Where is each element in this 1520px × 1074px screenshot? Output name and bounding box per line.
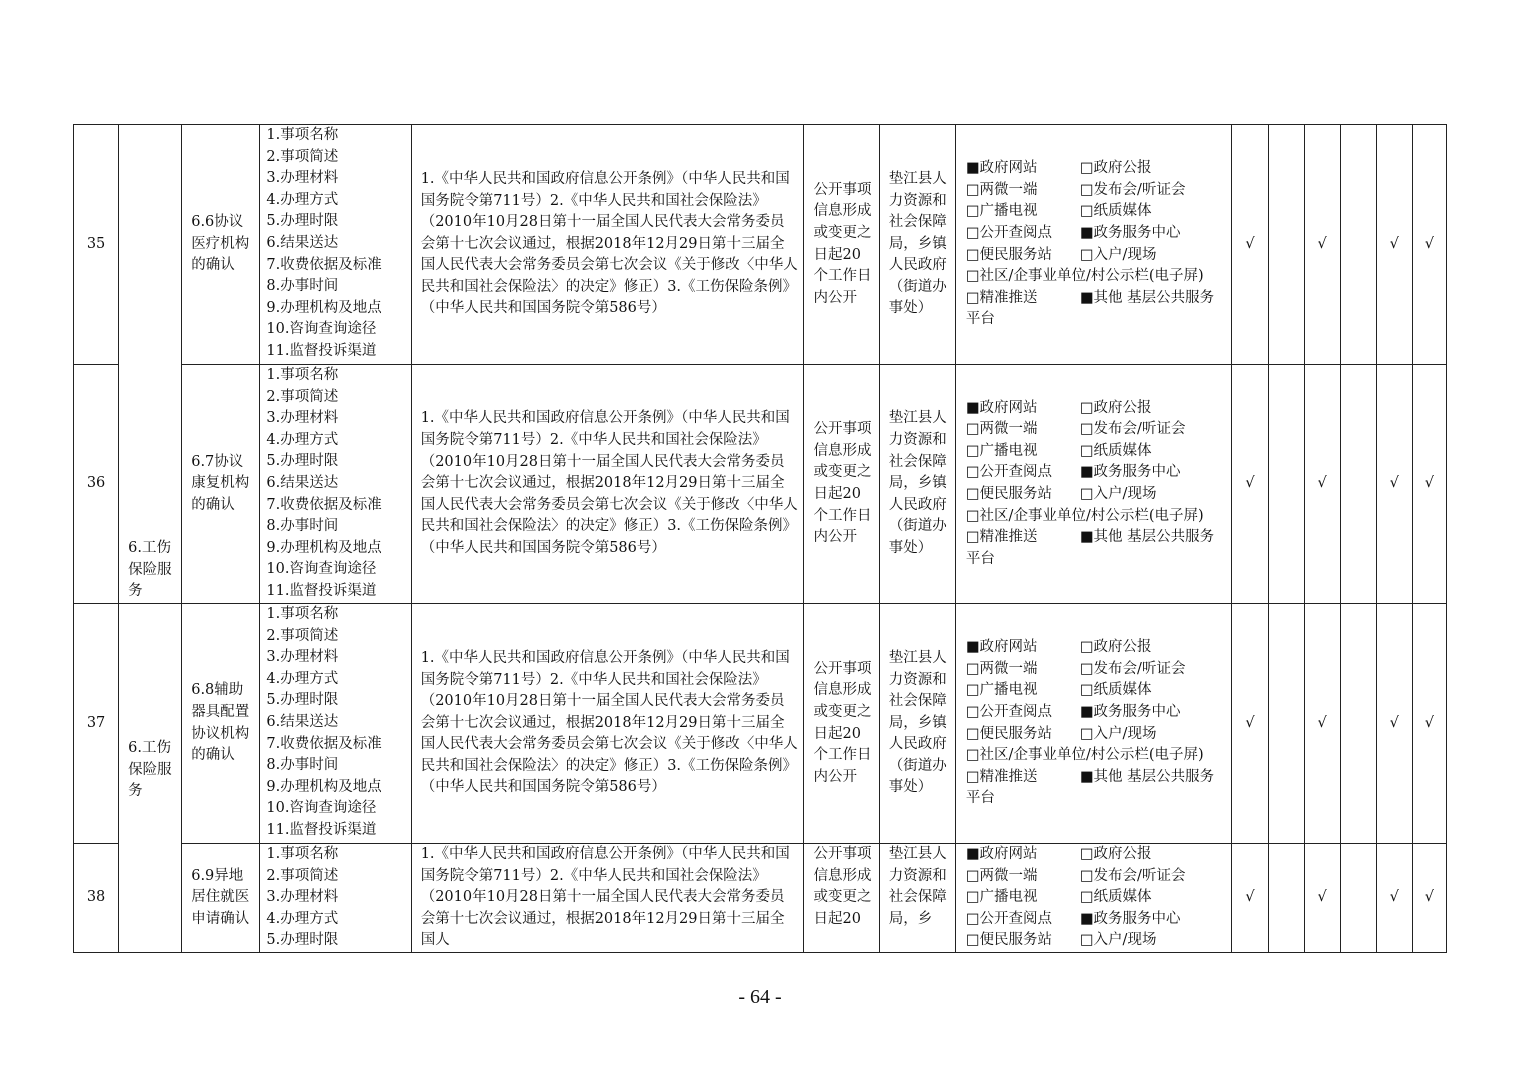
content-item: 3.办理材料 [266,410,339,427]
content-item: 4.办理方式 [266,191,339,208]
table-row [74,365,1447,604]
channel-option: □两微一端 [965,660,1038,677]
channel-option: ■政务服务中心 [1079,464,1181,481]
channel-option: ■政府网站 [965,846,1038,862]
content-item: 1.事项名称 [266,846,339,862]
channel-option: □入户/现场 [1079,725,1157,742]
check-mark [1340,604,1376,844]
content-item: 10.咨询查询途径 [266,800,377,817]
channel-option: ■政务服务中心 [1079,224,1181,241]
disclosure-time: 公开事项信息形成或变更之日起20个工作日内公开 [803,365,879,604]
check-mark: √ [1376,844,1412,953]
channel-option: □发布会/听证会 [1079,421,1186,438]
content-list [260,365,411,604]
channel-option: □广播电视 [965,889,1038,906]
check-mark: √ [1376,125,1412,365]
content-item: 1.事项名称 [266,367,339,383]
channel-option: □便民服务站 [965,932,1053,949]
channel-option: □纸质媒体 [1079,682,1152,699]
check-mark: √ [1232,844,1268,953]
item-number: 38 [74,844,119,953]
content-item: 7.收费依据及标准 [266,496,382,513]
channel-option: □入户/现场 [1079,486,1157,502]
content-item: 10.咨询查询途径 [266,561,377,578]
category-cell [119,125,182,604]
table-row [74,844,1447,953]
channel-option: □便民服务站 [965,725,1053,742]
channel-option: □社区/企事业单位/村公示栏(电子屏) [965,747,1204,764]
check-mark [1340,844,1376,953]
category-cell [119,604,182,953]
check-mark [1268,844,1304,953]
content-item: 3.办理材料 [266,889,339,906]
content-item: 6.结果送达 [266,474,339,491]
channel-option: □政府公报 [1079,639,1152,656]
content-item: 11.监督投诉渠道 [266,582,377,599]
item-number: 35 [74,125,119,365]
check-mark: √ [1412,125,1446,365]
content-item: 8.办事时间 [266,278,339,295]
channel-option: □社区/企事业单位/村公示栏(电子屏) [965,268,1204,285]
check-mark [1340,365,1376,604]
content-item: 2.事项简述 [266,148,339,165]
category-label: 6.工伤保险服务 [128,540,172,600]
check-mark: √ [1304,125,1340,365]
content-item: 9.办理机构及地点 [266,299,382,316]
channel-option: □纸质媒体 [1079,442,1152,459]
basis-text: 1.《中华人民共和国政府信息公开条例》（中华人民共和国国务院令第711号）2.《中华人民共和国社会保险法》（2010年10月28日第十一届全国人民代表大会常务委员会第十七次会议通过，根据2018年12月29日第十三届全国人民代表大会常务委员会第七次会议《关于修改〈中华人民共和国社会保险法〉的决定》修正）3.《工伤保险条例》（中华人民共和国国务院令第586号） [411,365,803,604]
channel-option: ■其他 基层公共服务平台 [965,529,1215,567]
content-item: 9.办理机构及地点 [266,539,382,556]
check-mark: √ [1376,365,1412,604]
content-item: 8.办事时间 [266,518,339,535]
channel-option: □社区/企事业单位/村公示栏(电子屏) [965,507,1204,524]
channel-option: □精准推送 [965,289,1038,306]
channel-option: □政府公报 [1079,846,1152,862]
basis-text: 1.《中华人民共和国政府信息公开条例》（中华人民共和国国务院令第711号）2.《中华人民共和国社会保险法》（2010年10月28日第十一届全国人民代表大会常务委员会第十七次会议通过，根据2018年12月29日第十三届全国人民代表大会常务委员会第七次会议《关于修改〈中华人民共和国社会保险法〉的决定》修正）3.《工伤保险条例》（中华人民共和国国务院令第586号） [411,125,803,365]
channel-option: ■政府网站 [965,399,1038,416]
disclosure-channels [955,365,1232,604]
disclosure-channels [955,125,1232,365]
content-item: 3.办理材料 [266,649,339,666]
channel-option: □便民服务站 [965,246,1053,263]
content-item: 6.结果送达 [266,234,339,251]
content-item: 4.办理方式 [266,670,339,687]
check-mark: √ [1412,844,1446,953]
channel-option: □发布会/听证会 [1079,867,1186,884]
content-item: 5.办理时限 [266,213,339,230]
channel-option: □发布会/听证会 [1079,181,1186,198]
channel-option: □入户/现场 [1079,246,1157,263]
check-mark [1340,125,1376,365]
content-item: 10.咨询查询途径 [266,321,377,338]
channel-option: □便民服务站 [965,486,1053,502]
channel-option: □两微一端 [965,421,1038,438]
category-label: 6.工伤保险服务 [128,740,172,800]
channel-option: ■政务服务中心 [1079,910,1181,927]
channel-option: □广播电视 [965,203,1038,220]
disclosure-time: 公开事项信息形成或变更之日起20个工作日内公开 [803,125,879,365]
content-item: 2.事项简述 [266,627,339,644]
item-name: 6.9异地居住就医申请确认 [182,844,260,953]
disclosure-subject: 垫江县人力资源和社会保障局，乡镇人民政府（街道办事处） [879,365,955,604]
channel-option: □公开查阅点 [965,910,1053,927]
channel-option: □广播电视 [965,682,1038,699]
channel-option: □公开查阅点 [965,464,1053,481]
content-list [260,125,411,365]
table-row [74,125,1447,365]
content-item: 7.收费依据及标准 [266,735,382,752]
channel-option: □政府公报 [1079,160,1152,177]
content-item: 11.监督投诉渠道 [266,342,377,359]
content-item: 1.事项名称 [266,606,339,622]
disclosure-time: 公开事项信息形成或变更之日起20 [803,844,879,953]
content-item: 5.办理时限 [266,453,339,470]
check-mark: √ [1232,125,1268,365]
disclosure-subject: 垫江县人力资源和社会保障局，乡 [879,844,955,953]
channel-option: ■其他 基层公共服务平台 [965,289,1215,328]
content-item: 11.监督投诉渠道 [266,821,377,838]
content-item: 6.结果送达 [266,713,339,730]
page-number: - 64 - [738,986,782,1008]
item-number: 37 [74,604,119,844]
content-item: 5.办理时限 [266,692,339,709]
channel-option: □两微一端 [965,867,1038,884]
channel-option: □政府公报 [1079,399,1152,416]
channel-option: □入户/现场 [1079,932,1157,949]
channel-option: □精准推送 [965,529,1038,546]
content-item: 5.办理时限 [266,932,339,949]
disclosure-subject: 垫江县人力资源和社会保障局，乡镇人民政府（街道办事处） [879,604,955,844]
disclosure-channels [955,604,1232,844]
content-item: 4.办理方式 [266,910,339,927]
check-mark: √ [1232,365,1268,604]
channel-option: □纸质媒体 [1079,203,1152,220]
channel-option: ■政务服务中心 [1079,703,1181,720]
check-mark: √ [1412,365,1446,604]
content-item: 4.办理方式 [266,431,339,448]
basis-text: 1.《中华人民共和国政府信息公开条例》（中华人民共和国国务院令第711号）2.《中华人民共和国社会保险法》（2010年10月28日第十一届全国人民代表大会常务委员会第十七次会议通过，根据2018年12月29日第十三届全国人民代表大会常务委员会第七次会议《关于修改〈中华人民共和国社会保险法〉的决定》修正）3.《工伤保险条例》（中华人民共和国国务院令第586号） [411,604,803,844]
public-affairs-table [73,124,1447,953]
channel-option: ■其他 基层公共服务平台 [965,768,1215,807]
check-mark: √ [1232,604,1268,844]
item-name: 6.6协议医疗机构的确认 [182,125,260,365]
content-list [260,844,411,953]
content-item: 8.办事时间 [266,757,339,774]
channel-option: □公开查阅点 [965,224,1053,241]
disclosure-time: 公开事项信息形成或变更之日起20个工作日内公开 [803,604,879,844]
disclosure-subject: 垫江县人力资源和社会保障局，乡镇人民政府（街道办事处） [879,125,955,365]
content-item: 9.办理机构及地点 [266,778,382,795]
channel-option: □精准推送 [965,768,1038,785]
check-mark [1268,365,1304,604]
content-item: 2.事项简述 [266,867,339,884]
check-mark: √ [1412,604,1446,844]
content-item: 1.事项名称 [266,127,339,143]
table-row [74,604,1447,844]
channel-option: □纸质媒体 [1079,889,1152,906]
channel-option: □广播电视 [965,442,1038,459]
content-item: 2.事项简述 [266,388,339,405]
item-number: 36 [74,365,119,604]
channel-option: □公开查阅点 [965,703,1053,720]
check-mark: √ [1304,365,1340,604]
disclosure-channels [955,844,1232,953]
channel-option: □两微一端 [965,181,1038,198]
check-mark: √ [1304,604,1340,844]
item-name: 6.7协议康复机构的确认 [182,365,260,604]
check-mark [1268,604,1304,844]
basis-text: 1.《中华人民共和国政府信息公开条例》（中华人民共和国国务院令第711号）2.《中华人民共和国社会保险法》（2010年10月28日第十一届全国人民代表大会常务委员会第十七次会议通过，根据2018年12月29日第十三届全国人 [411,844,803,953]
content-list [260,604,411,844]
check-mark: √ [1376,604,1412,844]
check-mark [1268,125,1304,365]
channel-option: ■政府网站 [965,639,1038,656]
channel-option: □发布会/听证会 [1079,660,1186,677]
channel-option: ■政府网站 [965,160,1038,177]
check-mark: √ [1304,844,1340,953]
content-item: 7.收费依据及标准 [266,256,382,273]
item-name: 6.8辅助器具配置协议机构的确认 [182,604,260,844]
content-item: 3.办理材料 [266,170,339,187]
